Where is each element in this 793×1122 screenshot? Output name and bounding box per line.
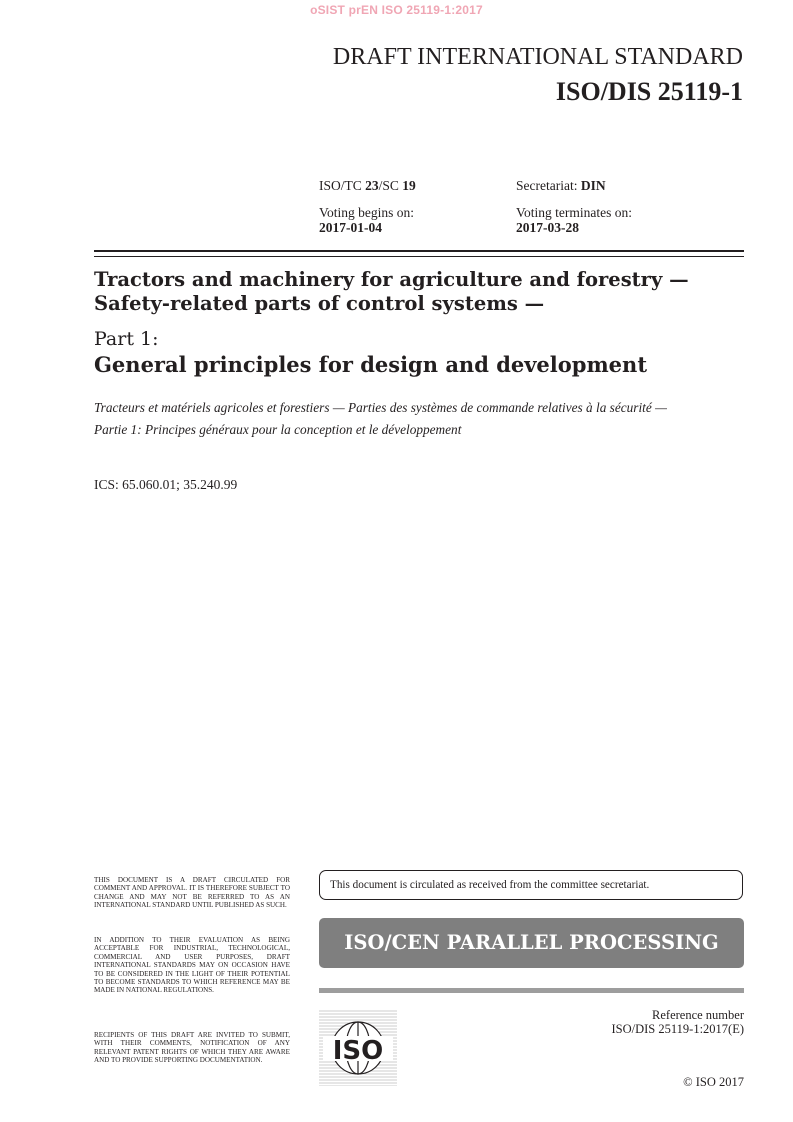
disclaimer-para-1: THIS DOCUMENT IS A DRAFT CIRCULATED FOR COMMENT AND APPROVAL. IT IS THEREFORE SUBJECT TO CHANGE AND MAY NOT BE REFERRED TO AS AN INTERNATIONAL STANDARD UNTIL PUBLISHED AS SUCH. — [94, 876, 290, 910]
parallel-processing-banner: ISO/CEN PARALLEL PROCESSING — [319, 918, 744, 968]
sc-number: 19 — [402, 178, 416, 193]
document-number: ISO/DIS 25119-1 — [555, 77, 743, 106]
french-title-line-2: Partie 1: Principes généraux pour la conception et le développement — [94, 422, 462, 437]
french-title-line-1: Tracteurs et matériels agricoles et forestiers — Parties des systèmes de commande relatives à la sécurité — — [94, 400, 667, 415]
title-line-1: Tractors and machinery for agriculture and forestry — — [94, 268, 689, 291]
iso-logo — [319, 1010, 397, 1086]
committee — [319, 178, 416, 193]
voting-terminates-date: 2017-03-28 — [516, 220, 579, 235]
circulation-notice: This document is circulated as received from the committee secretariat. — [319, 870, 743, 900]
secretariat-value: DIN — [580, 178, 606, 193]
watermark: oSIST prEN ISO 25119-1:2017 — [310, 3, 483, 17]
reference-label: Reference number — [652, 1008, 744, 1022]
title-line-2: Safety-related parts of control systems — — [94, 292, 545, 315]
voting-begins — [319, 205, 414, 235]
french-title — [94, 397, 754, 441]
disclaimer-para-3: RECIPIENTS OF THIS DRAFT ARE INVITED TO SUBMIT, WITH THEIR COMMENTS, NOTIFICATION OF ANY RELEVANT PATENT RIGHTS OF WHICH THEY ARE AWARE AND TO PROVIDE SUPPORTING DOCUMENTATION. — [94, 1031, 290, 1065]
reference-number: ISO/DIS 25119-1:2017(E) — [611, 1022, 744, 1036]
gray-rule — [319, 988, 744, 993]
tc-number: 23 — [365, 178, 379, 193]
english-title — [94, 268, 744, 316]
voting-terminates-label: Voting terminates on: — [516, 205, 632, 220]
document-kind: DRAFT INTERNATIONAL STANDARD — [332, 44, 743, 70]
secretariat-label: Secretariat: — [516, 178, 581, 193]
header-rule-thin — [94, 256, 744, 257]
disclaimer-para-2: IN ADDITION TO THEIR EVALUATION AS BEING ACCEPTABLE FOR INDUSTRIAL, TECHNOLOGICAL, COMMERCIAL AND USER PURPOSES, DRAFT INTERNATIONAL STANDARDS MAY ON OCCASION HAVE TO BE CONSIDERED IN THE LIGHT OF THEIR POTENTIAL TO BECOME STANDARDS TO WHICH REFERENCE MAY BE MADE IN NATIONAL REGULATIONS. — [94, 936, 290, 995]
voting-terminates — [516, 205, 632, 235]
part-label: Part 1: — [94, 328, 159, 350]
sc-prefix: /SC — [378, 178, 403, 193]
ics-codes: ICS: 65.060.01; 35.240.99 — [94, 477, 238, 492]
tc-prefix: ISO/TC — [319, 178, 366, 193]
part-title: General principles for design and development — [94, 352, 648, 377]
secretariat — [516, 178, 606, 193]
voting-begins-label: Voting begins on: — [319, 205, 415, 220]
copyright: © ISO 2017 — [683, 1075, 744, 1089]
logo-text: ISO — [332, 1036, 384, 1066]
voting-begins-date: 2017-01-04 — [319, 220, 382, 235]
header-rule-thick — [94, 250, 744, 252]
